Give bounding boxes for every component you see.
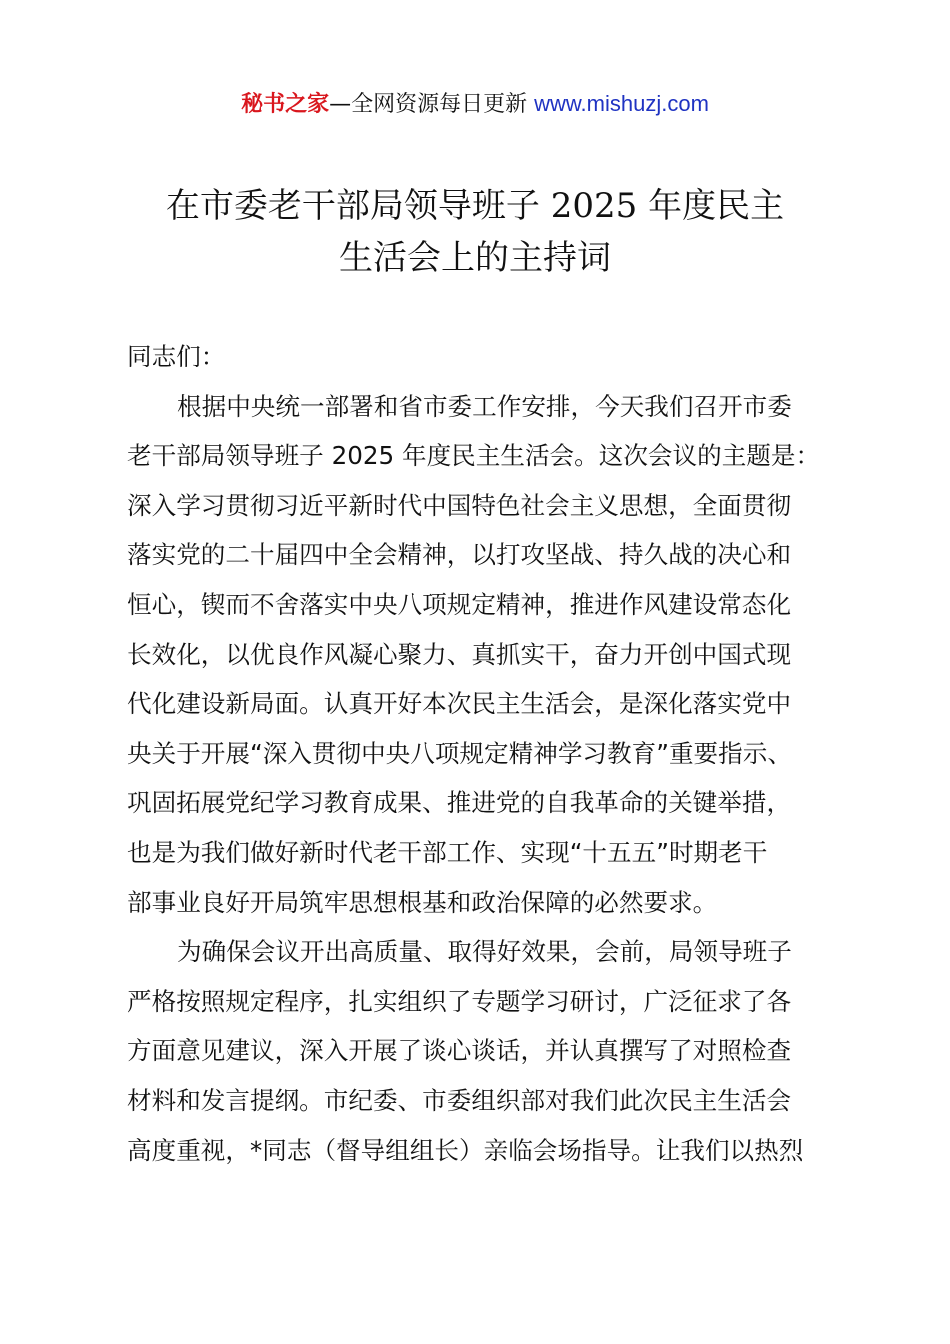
document-body (127, 332, 832, 1175)
paragraph-line: 巩固拓展党纪学习教育成果、推进党的自我革命的关键举措， (127, 788, 792, 818)
paragraph-line: 央关于开展“深入贯彻中央八项规定精神学习教育”重要指示、 (127, 738, 792, 768)
paragraph-line: 深入学习贯彻习近平新时代中国特色社会主义思想，全面贯彻 (127, 490, 792, 520)
paragraph-line: 根据中央统一部署和省市委工作安排，今天我们召开市委 (177, 391, 792, 421)
title-line: 在市委老干部局领导班子 2025 年度民主 (165, 186, 785, 226)
paragraph-line: 材料和发言提纲。市纪委、市委组织部对我们此次民主生活会 (127, 1085, 792, 1115)
salutation: 同志们： (127, 342, 226, 371)
paragraph-line: 代化建设新局面。认真开好本次民主生活会，是深化落实党中 (127, 689, 792, 719)
site-header (0, 88, 950, 121)
site-tagline: —全网资源每日更新 (329, 92, 535, 117)
site-url-link[interactable]: www.mishuzj.com (534, 91, 709, 116)
site-brand: 秘书之家 (241, 92, 330, 117)
title-line: 生活会上的主持词 (339, 238, 611, 278)
paragraph-line: 恒心，锲而不舍落实中央八项规定精神，推进作风建设常态化 (127, 589, 792, 619)
paragraph-line: 高度重视，*同志（督导组组长）亲临会场指导。让我们以热烈 (127, 1135, 804, 1165)
paragraph-line: 落实党的二十届四中全会精神，以打攻坚战、持久战的决心和 (127, 540, 792, 570)
paragraph-line: 长效化，以优良作风凝心聚力、真抓实干，奋力开创中国式现 (127, 639, 792, 669)
paragraph-line: 严格按照规定程序，扎实组织了专题学习研讨，广泛征求了各 (127, 986, 792, 1016)
paragraph-line: 老干部局领导班子 2025 年度民主生活会。这次会议的主题是： (127, 441, 821, 471)
paragraph-line: 部事业良好开局筑牢思想根基和政治保障的必然要求。 (127, 887, 718, 917)
paragraph-line: 方面意见建议，深入开展了谈心谈话，并认真撰写了对照检查 (127, 1036, 792, 1066)
paragraph-line: 为确保会议开出高质量、取得好效果，会前，局领导班子 (177, 937, 792, 967)
paragraph-line: 也是为我们做好新时代老干部工作、实现“十五五”时期老干 (127, 837, 768, 867)
document-title (100, 180, 850, 284)
